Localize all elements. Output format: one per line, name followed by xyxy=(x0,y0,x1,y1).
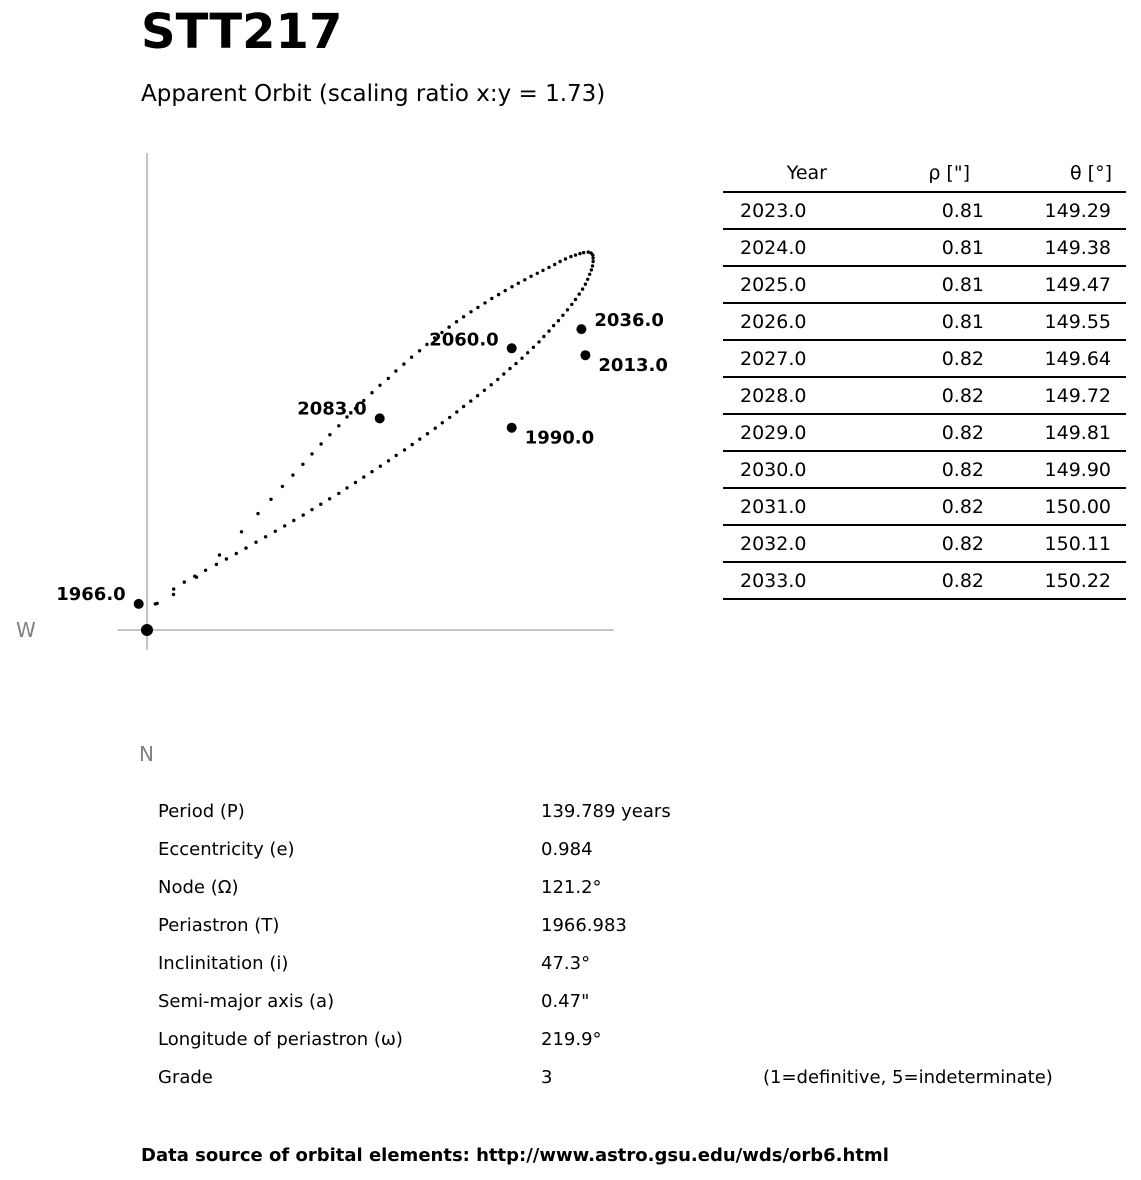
table-row xyxy=(723,562,1126,599)
orbit-point xyxy=(254,541,257,544)
element-value: 47.3° xyxy=(541,953,591,974)
orbit-point xyxy=(240,530,243,533)
epoch-label: 2060.0 xyxy=(429,329,499,351)
cell-year: 2025.0 xyxy=(723,266,837,303)
orbit-point xyxy=(490,383,493,386)
orbit-point xyxy=(370,470,373,473)
orbit-point xyxy=(542,335,545,338)
element-label: Inclinitation (i) xyxy=(158,953,289,974)
orbit-point xyxy=(410,356,413,359)
orbit-point xyxy=(379,465,382,468)
cell-theta: 149.47 xyxy=(984,266,1126,303)
element-value: 139.789 years xyxy=(541,801,671,822)
orbit-point xyxy=(172,593,175,596)
cell-rho: 0.82 xyxy=(837,525,984,562)
table-row xyxy=(723,451,1126,488)
orbit-point xyxy=(403,448,406,451)
orbit-point xyxy=(225,557,228,560)
orbit-point xyxy=(483,389,486,392)
orbit-point xyxy=(514,362,517,365)
orbit-point xyxy=(172,587,175,590)
orbit-point xyxy=(588,273,591,276)
ephemeris-header-row xyxy=(723,155,1126,192)
orbit-point xyxy=(591,256,594,259)
cell-year: 2023.0 xyxy=(723,192,837,229)
orbit-point xyxy=(269,498,272,501)
epoch-marker xyxy=(375,413,385,423)
orbit-point xyxy=(561,314,564,317)
orbit-point xyxy=(541,269,544,272)
orbit-point xyxy=(441,421,444,424)
orbit-point xyxy=(587,250,590,253)
orbit-point xyxy=(337,492,340,495)
orbit-point xyxy=(591,264,594,267)
cell-theta: 149.72 xyxy=(984,377,1126,414)
element-label: Grade xyxy=(158,1067,213,1088)
orbit-point xyxy=(578,292,581,295)
epoch-label: 2083.0 xyxy=(297,398,367,420)
element-label: Node (Ω) xyxy=(158,877,239,898)
ephemeris-table xyxy=(723,155,1126,600)
cell-rho: 0.81 xyxy=(837,266,984,303)
orbit-point xyxy=(235,552,238,555)
orbit-point xyxy=(590,268,593,271)
orbit-point xyxy=(582,251,585,254)
element-value: 0.47" xyxy=(541,991,590,1012)
element-label: Period (P) xyxy=(158,801,245,822)
orbit-point xyxy=(476,394,479,397)
cell-rho: 0.81 xyxy=(837,229,984,266)
orbit-point xyxy=(426,432,429,435)
orbit-point xyxy=(378,384,381,387)
cell-theta: 150.22 xyxy=(984,562,1126,599)
orbit-point xyxy=(497,293,500,296)
orbit-point xyxy=(411,443,414,446)
orbit-point xyxy=(574,253,577,256)
data-source-note: Data source of orbital elements: http://www.astro.gsu.edu/wds/orb6.html xyxy=(141,1145,889,1166)
orbit-point xyxy=(547,329,550,332)
element-value: 219.9° xyxy=(541,1029,602,1050)
orbit-point xyxy=(557,319,560,322)
orbit-point xyxy=(215,563,218,566)
cell-theta: 150.11 xyxy=(984,525,1126,562)
cell-year: 2031.0 xyxy=(723,488,837,525)
x-axis-label-w: W xyxy=(16,618,36,642)
orbit-point xyxy=(395,454,398,457)
orbit-point xyxy=(529,275,532,278)
orbit-point xyxy=(337,424,340,427)
orbit-point xyxy=(469,399,472,402)
orbit-point xyxy=(532,346,535,349)
orbit-point xyxy=(517,282,520,285)
cell-year: 2024.0 xyxy=(723,229,837,266)
orbit-point xyxy=(564,257,567,260)
orbit-point xyxy=(496,378,499,381)
orbit-point xyxy=(302,513,305,516)
orbit-point xyxy=(425,343,428,346)
orbit-point xyxy=(523,278,526,281)
epoch-label: 2036.0 xyxy=(594,310,664,332)
orbit-point xyxy=(195,576,198,579)
epoch-marker xyxy=(576,324,586,334)
table-row xyxy=(723,488,1126,525)
cell-rho: 0.82 xyxy=(837,488,984,525)
orbit-point xyxy=(310,452,313,455)
orbit-point xyxy=(476,306,479,309)
orbit-point xyxy=(570,303,573,306)
cell-year: 2027.0 xyxy=(723,340,837,377)
chart-subtitle: Apparent Orbit (scaling ratio x:y = 1.73) xyxy=(141,81,606,107)
epoch-marker xyxy=(507,343,517,353)
orbit-point xyxy=(520,357,523,360)
star-designation: STT217 xyxy=(141,4,343,60)
orbit-point xyxy=(301,463,304,466)
orbit-point xyxy=(387,459,390,462)
orbit-point xyxy=(283,524,286,527)
orbit-point xyxy=(584,283,587,286)
orbit-plot xyxy=(0,140,700,780)
orbit-point xyxy=(218,553,221,556)
orbit-point xyxy=(502,372,505,375)
orbit-point xyxy=(574,298,577,301)
element-value: 1966.983 xyxy=(541,915,627,936)
header-year: Year xyxy=(786,162,827,184)
header-rho: ρ ["] xyxy=(928,162,970,184)
header-theta: θ [°] xyxy=(1070,162,1112,184)
orbit-point xyxy=(558,260,561,263)
cell-rho: 0.81 xyxy=(837,192,984,229)
orbit-point xyxy=(256,512,259,515)
element-row xyxy=(158,985,1118,1023)
orbit-point xyxy=(328,433,331,436)
orbit-point xyxy=(586,278,589,281)
orbit-point xyxy=(402,362,405,365)
orbit-point xyxy=(264,535,267,538)
orbit-point xyxy=(469,310,472,313)
element-note: (1=definitive, 5=indeterminate) xyxy=(763,1067,1053,1088)
orbit-point xyxy=(490,297,493,300)
table-row xyxy=(723,377,1126,414)
orbit-point xyxy=(581,287,584,290)
orbit-point xyxy=(504,289,507,292)
element-label: Semi-major axis (a) xyxy=(158,991,335,1012)
orbit-point xyxy=(319,442,322,445)
element-label: Eccentricity (e) xyxy=(158,839,295,860)
orbit-point xyxy=(434,427,437,430)
orbit-point xyxy=(547,266,550,269)
element-row xyxy=(158,1023,1118,1061)
element-value: 0.984 xyxy=(541,839,593,860)
cell-rho: 0.82 xyxy=(837,377,984,414)
orbit-point xyxy=(553,263,556,266)
orbit-point xyxy=(370,391,373,394)
orbit-point xyxy=(578,252,581,255)
element-row xyxy=(158,833,1118,871)
y-axis-label-n: N xyxy=(139,742,154,766)
orbit-point xyxy=(455,410,458,413)
table-row xyxy=(723,340,1126,377)
orbit-point xyxy=(483,301,486,304)
cell-rho: 0.82 xyxy=(837,414,984,451)
primary-star xyxy=(141,624,153,636)
cell-year: 2033.0 xyxy=(723,562,837,599)
orbit-point xyxy=(310,508,313,511)
element-label: Periastron (T) xyxy=(158,915,280,936)
orbit-point xyxy=(387,377,390,380)
element-row xyxy=(158,871,1118,909)
orbit-point xyxy=(156,602,159,605)
orbit-point xyxy=(183,580,186,583)
orbit-point xyxy=(418,349,421,352)
cell-theta: 149.81 xyxy=(984,414,1126,451)
orbit-point xyxy=(552,324,555,327)
orbit-point xyxy=(394,369,397,372)
orbit-point xyxy=(566,308,569,311)
orbit-point xyxy=(536,272,539,275)
orbit-point xyxy=(448,416,451,419)
cell-theta: 149.90 xyxy=(984,451,1126,488)
cell-theta: 149.64 xyxy=(984,340,1126,377)
orbit-point xyxy=(354,481,357,484)
orbit-point xyxy=(244,546,247,549)
element-row xyxy=(158,947,1118,985)
orbit-point xyxy=(569,255,572,258)
cell-year: 2029.0 xyxy=(723,414,837,451)
orbit-point xyxy=(508,367,511,370)
orbit-point xyxy=(591,260,594,263)
element-row xyxy=(158,1061,1118,1099)
table-row xyxy=(723,414,1126,451)
epoch-marker xyxy=(507,423,517,433)
orbit-point xyxy=(526,351,529,354)
orbit-point xyxy=(362,475,365,478)
orbit-point xyxy=(274,530,277,533)
cell-year: 2030.0 xyxy=(723,451,837,488)
table-row xyxy=(723,229,1126,266)
cell-theta: 150.00 xyxy=(984,488,1126,525)
cell-year: 2026.0 xyxy=(723,303,837,340)
cell-rho: 0.82 xyxy=(837,340,984,377)
orbit-point xyxy=(319,503,322,506)
cell-year: 2032.0 xyxy=(723,525,837,562)
orbit-point xyxy=(447,325,450,328)
orbit-point xyxy=(462,315,465,318)
table-row xyxy=(723,266,1126,303)
orbit-point xyxy=(292,519,295,522)
epoch-marker xyxy=(134,599,144,609)
orbital-elements xyxy=(158,795,1118,1099)
cell-year: 2028.0 xyxy=(723,377,837,414)
epoch-label: 2013.0 xyxy=(598,355,668,377)
cell-rho: 0.82 xyxy=(837,562,984,599)
element-value: 121.2° xyxy=(541,877,602,898)
orbit-point xyxy=(345,486,348,489)
orbit-point xyxy=(291,473,294,476)
orbit-point xyxy=(537,340,540,343)
orbit-point xyxy=(455,320,458,323)
table-row xyxy=(723,192,1126,229)
element-label: Longitude of periastron (ω) xyxy=(158,1029,403,1050)
cell-theta: 149.38 xyxy=(984,229,1126,266)
epoch-label: 1990.0 xyxy=(524,427,595,449)
orbit-point xyxy=(418,437,421,440)
table-row xyxy=(723,303,1126,340)
cell-rho: 0.81 xyxy=(837,303,984,340)
orbit-point xyxy=(462,405,465,408)
element-row xyxy=(158,909,1118,947)
cell-theta: 149.29 xyxy=(984,192,1126,229)
orbit-point xyxy=(281,485,284,488)
orbit-point xyxy=(510,285,513,288)
element-row xyxy=(158,795,1118,833)
epoch-label: 1966.0 xyxy=(56,583,126,605)
epoch-marker xyxy=(580,350,590,360)
table-row xyxy=(723,525,1126,562)
cell-rho: 0.82 xyxy=(837,451,984,488)
orbit-point xyxy=(204,569,207,572)
element-value: 3 xyxy=(541,1067,553,1088)
cell-theta: 149.55 xyxy=(984,303,1126,340)
orbit-point xyxy=(328,497,331,500)
